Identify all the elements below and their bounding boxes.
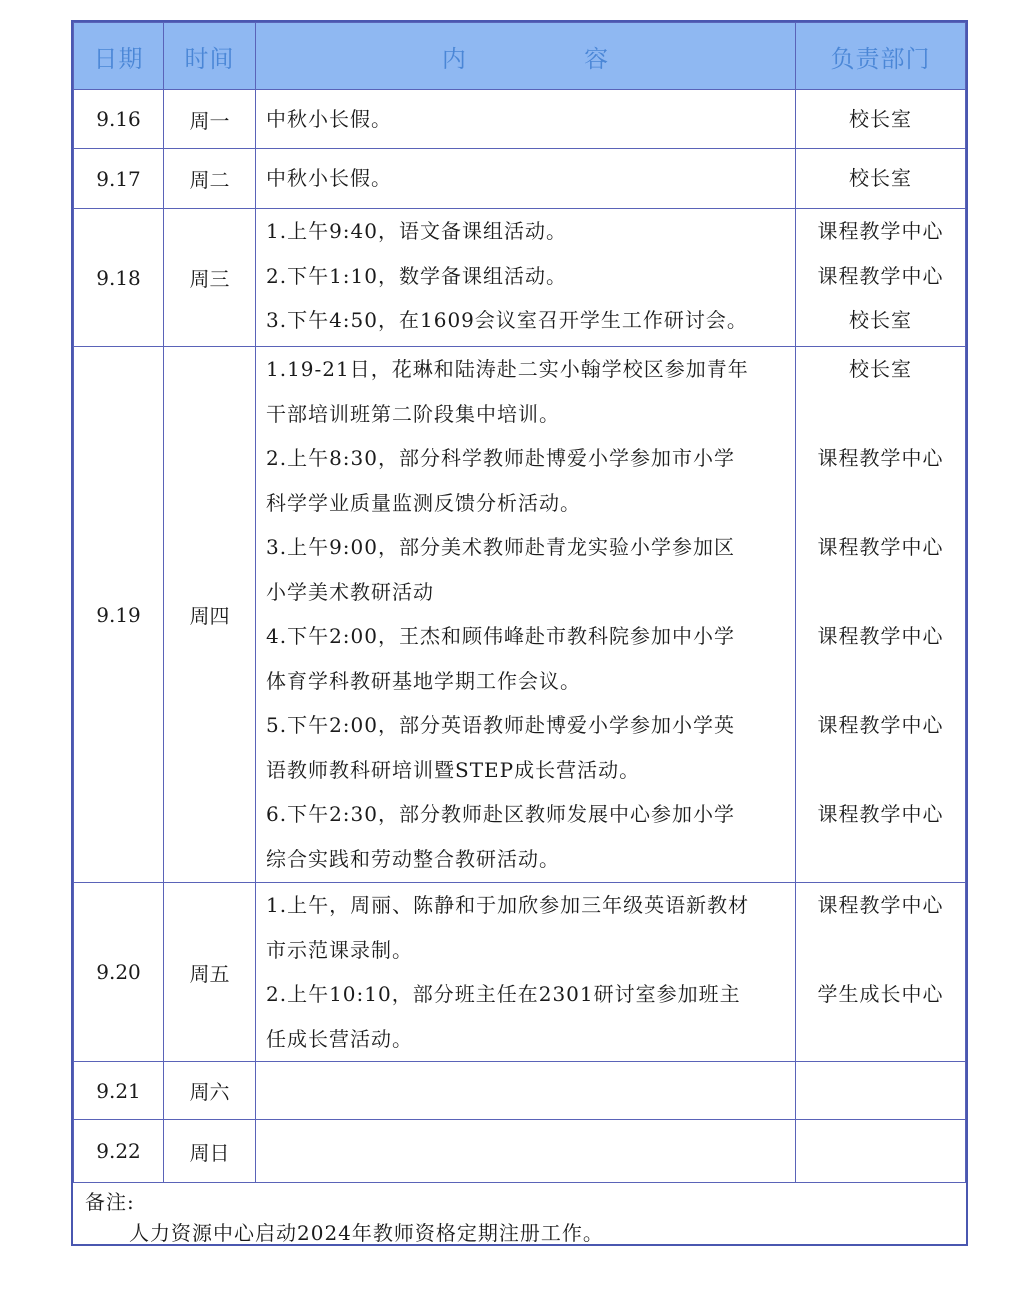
dept-line: 课程教学中心 <box>817 893 944 917</box>
content-line: 市示范课录制。 <box>266 937 413 962</box>
row-dept <box>796 1062 966 1120</box>
content-line: 3.上午9:00，部分美术教师赴青龙实验小学参加区 <box>266 535 735 559</box>
dept-line: 课程教学中心 <box>817 624 944 648</box>
row-content <box>256 347 796 883</box>
dept-line: 课程教学中心 <box>817 263 944 288</box>
row-dept <box>796 347 966 883</box>
header-date: 日期 <box>74 23 164 90</box>
row-date: 9.18 <box>74 209 164 347</box>
content-line: 4.下午2:00，王杰和顾伟峰赴市教科院参加中小学 <box>266 624 735 648</box>
dept-line: 校长室 <box>849 357 912 381</box>
content-line: 3.下午4:50，在1609会议室召开学生工作研讨会。 <box>266 308 748 332</box>
schedule-table <box>73 22 966 1183</box>
content-line: 中秋小长假。 <box>266 106 392 131</box>
row-dept <box>796 209 966 347</box>
row-content <box>256 1062 796 1120</box>
dept-line: 学生成长中心 <box>817 982 944 1006</box>
notes-text: 人力资源中心启动2024年教师资格定期注册工作。 <box>129 1221 604 1245</box>
content-line: 2.下午1:10，数学备课组活动。 <box>266 263 567 288</box>
row-day: 周五 <box>164 883 256 1062</box>
content-line: 1.上午9:40，语文备课组活动。 <box>266 219 567 243</box>
schedule-body <box>74 90 966 1183</box>
dept-line <box>796 928 965 973</box>
header-row <box>74 23 966 90</box>
row-date: 9.17 <box>74 149 164 209</box>
header-dept: 负责部门 <box>796 23 966 90</box>
row-dept <box>796 90 966 149</box>
table-row <box>74 347 966 883</box>
content-line: 语教师教科研培训暨STEP成长营活动。 <box>266 757 641 782</box>
dept-line: 校长室 <box>849 106 912 131</box>
row-content <box>256 883 796 1062</box>
content-line: 小学美术教研活动 <box>266 579 434 604</box>
header-content <box>256 23 796 90</box>
content-line: 1.19-21日，花琳和陆涛赴二实小翰学校区参加青年 <box>266 357 749 381</box>
table-row <box>74 1120 966 1183</box>
content-line: 5.下午2:00，部分英语教师赴博爱小学参加小学英 <box>266 713 735 737</box>
row-content <box>256 209 796 347</box>
row-content <box>256 1120 796 1183</box>
row-dept <box>796 883 966 1062</box>
row-date: 9.21 <box>74 1062 164 1120</box>
content-line: 中秋小长假。 <box>266 166 392 191</box>
schedule-sheet <box>71 20 968 1246</box>
table-row <box>74 1062 966 1120</box>
content-line: 2.上午8:30，部分科学教师赴博爱小学参加市小学 <box>266 446 735 470</box>
row-day: 周日 <box>164 1120 256 1183</box>
dept-line: 校长室 <box>849 166 912 191</box>
row-day: 周三 <box>164 209 256 347</box>
row-day: 周二 <box>164 149 256 209</box>
header-time: 时间 <box>164 23 256 90</box>
dept-line: 课程教学中心 <box>817 802 944 826</box>
dept-line <box>796 481 965 526</box>
dept-line: 课程教学中心 <box>817 219 944 243</box>
content-line: 科学学业质量监测反馈分析活动。 <box>266 490 581 515</box>
content-line: 体育学科教研基地学期工作会议。 <box>266 668 581 693</box>
dept-line: 课程教学中心 <box>817 535 944 559</box>
notes-section <box>73 1183 966 1249</box>
table-row <box>74 90 966 149</box>
dept-line <box>796 392 965 437</box>
row-dept <box>796 1120 966 1183</box>
content-line: 2.上午10:10，部分班主任在2301研讨室参加班主 <box>266 982 741 1006</box>
content-line: 6.下午2:30，部分教师赴区教师发展中心参加小学 <box>266 802 735 826</box>
row-day: 周六 <box>164 1062 256 1120</box>
dept-line <box>796 837 965 882</box>
header-content-a: 内 <box>441 44 467 73</box>
dept-line: 校长室 <box>849 308 912 332</box>
dept-line <box>796 748 965 793</box>
row-date: 9.19 <box>74 347 164 883</box>
content-line: 综合实践和劳动整合教研活动。 <box>266 846 560 871</box>
dept-line: 课程教学中心 <box>817 446 944 470</box>
header-content-b: 容 <box>584 44 610 73</box>
row-day: 周一 <box>164 90 256 149</box>
content-line: 干部培训班第二阶段集中培训。 <box>266 401 560 426</box>
dept-line <box>796 659 965 704</box>
row-content <box>256 90 796 149</box>
table-row <box>74 883 966 1062</box>
content-line: 1.上午，周丽、陈静和于加欣参加三年级英语新教材 <box>266 893 750 917</box>
row-dept <box>796 149 966 209</box>
row-date: 9.16 <box>74 90 164 149</box>
dept-line: 课程教学中心 <box>817 713 944 737</box>
row-date: 9.20 <box>74 883 164 1062</box>
table-row <box>74 149 966 209</box>
dept-line <box>796 570 965 615</box>
row-day: 周四 <box>164 347 256 883</box>
dept-line <box>796 1017 965 1062</box>
row-date: 9.22 <box>74 1120 164 1183</box>
notes-label: 备注: <box>85 1190 135 1214</box>
row-content <box>256 149 796 209</box>
content-line: 任成长营活动。 <box>266 1026 413 1051</box>
table-row <box>74 209 966 347</box>
